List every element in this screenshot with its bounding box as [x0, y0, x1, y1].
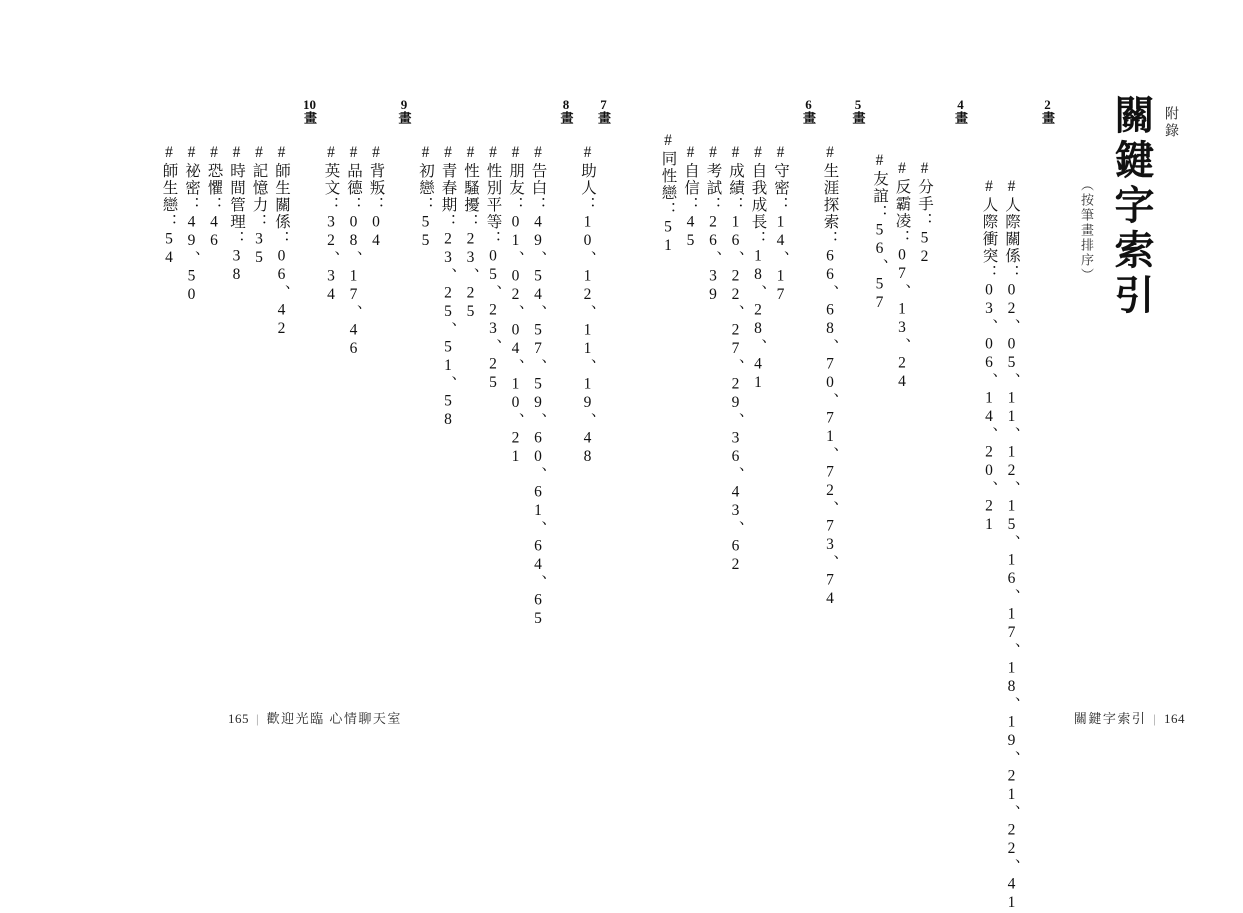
- index-entry: [274, 92, 290, 339]
- index-term: #自我成長：: [749, 144, 767, 248]
- index-refs: 23、25、51、58: [439, 230, 457, 430]
- index-entry: [251, 92, 267, 268]
- stroke-group-unit: 畫: [596, 111, 611, 125]
- index-entry: [660, 92, 676, 256]
- index-entry: [981, 92, 997, 535]
- index-entry: [184, 92, 200, 305]
- stroke-group-marker: [560, 92, 573, 125]
- index-columns-left: [58, 92, 610, 682]
- stroke-group-marker: [1041, 92, 1054, 125]
- index-term: #成績：: [727, 144, 744, 214]
- page-right: [621, 0, 1243, 913]
- stroke-group-unit: 畫: [953, 111, 968, 125]
- index-term: #守密：: [772, 144, 789, 214]
- index-entry: [822, 92, 838, 609]
- index-term: #初戀：: [417, 144, 434, 214]
- index-term: #助人：: [579, 144, 596, 214]
- stroke-group-unit: 畫: [801, 111, 816, 125]
- index-refs: 01、02、04、10、21: [507, 213, 524, 467]
- footer-divider: |: [256, 711, 260, 726]
- index-refs: 05、23、25: [484, 247, 502, 393]
- stroke-group-number: 9: [400, 98, 408, 111]
- index-term: #分手：: [916, 160, 933, 230]
- index-term: #恐懼：: [205, 144, 223, 214]
- stroke-group-marker: [597, 92, 610, 125]
- stroke-group-number: 6: [805, 98, 812, 111]
- index-term: #時間管理：: [228, 144, 245, 248]
- index-refs: 38: [228, 247, 245, 285]
- index-term: #生涯探索：: [821, 144, 839, 248]
- stroke-group-marker: [852, 92, 865, 125]
- index-refs: 52: [916, 229, 933, 267]
- index-entry: [346, 92, 362, 359]
- stroke-group-unit: 畫: [1040, 111, 1055, 125]
- index-refs: 46: [205, 213, 223, 251]
- index-term: #品德：: [345, 144, 362, 214]
- index-entry: [485, 92, 501, 393]
- index-refs: 23、25: [462, 230, 479, 322]
- index-refs: 32、34: [322, 213, 340, 305]
- stroke-group-number: 4: [957, 98, 964, 111]
- index-refs: 16、22、27、29、36、43、62: [727, 213, 744, 575]
- index-refs: 49、50: [183, 213, 200, 305]
- index-refs: 55: [417, 213, 434, 251]
- index-entry: [1004, 92, 1020, 913]
- index-refs: 56、57: [871, 221, 888, 313]
- index-term: #背叛：: [367, 144, 385, 214]
- index-entry: [161, 92, 177, 268]
- index-term: #英文：: [322, 144, 340, 214]
- index-term: #自信：: [682, 144, 699, 214]
- index-entry: [418, 92, 434, 251]
- page-subtitle: （按筆畫排序）: [1079, 178, 1094, 283]
- index-entry: [580, 92, 596, 467]
- stroke-group-number: 5: [854, 98, 862, 111]
- stroke-group-number: 7: [600, 98, 607, 111]
- index-entry: [728, 92, 744, 575]
- index-term: #友誼：: [871, 152, 888, 222]
- footer-page-number: 165: [228, 711, 249, 726]
- stroke-group-unit: 畫: [558, 111, 574, 125]
- index-refs: 35: [250, 230, 268, 268]
- index-entry: [508, 92, 524, 467]
- index-term: #性騷擾：: [462, 144, 479, 231]
- footer-book-title: 歡迎光臨 心情聊天室: [266, 711, 402, 726]
- index-term: #青春期：: [439, 144, 457, 231]
- footer-left: [228, 708, 402, 727]
- index-entry: [206, 92, 222, 251]
- appendix-kicker: 附錄: [1163, 106, 1178, 140]
- index-term: #記憶力：: [250, 144, 268, 231]
- footer-section-title: 關鍵字索引: [1073, 711, 1147, 726]
- index-term: #人際衝突：: [980, 178, 998, 282]
- index-term: #師生關係：: [273, 144, 290, 248]
- stroke-group-number: 10: [303, 98, 316, 111]
- index-entry: [872, 92, 888, 313]
- footer-page-number: 164: [1164, 711, 1185, 726]
- stroke-group-marker: [398, 92, 411, 125]
- index-refs: 54: [160, 230, 178, 268]
- index-entry: [894, 92, 910, 392]
- stroke-group-number: 8: [562, 98, 570, 111]
- index-term: #告白：: [529, 144, 547, 214]
- index-entry: [683, 92, 699, 251]
- index-entry: [229, 92, 245, 285]
- index-entry: [368, 92, 384, 251]
- stroke-group-marker: [303, 92, 316, 125]
- index-entry: [773, 92, 789, 305]
- index-refs: 03、06、14、20、21: [980, 281, 998, 535]
- index-term: #同性戀：: [659, 132, 677, 219]
- index-term: #朋友：: [507, 144, 524, 214]
- stroke-group-unit: 畫: [396, 111, 412, 125]
- index-refs: 04: [367, 213, 385, 251]
- index-term: #人際關係：: [1003, 178, 1020, 282]
- index-term: #祕密：: [183, 144, 200, 214]
- index-entry: [440, 92, 456, 430]
- index-refs: 06、42: [273, 247, 290, 339]
- index-entry: [917, 92, 933, 267]
- index-entry: [463, 92, 479, 322]
- index-refs: 51: [659, 218, 677, 256]
- index-refs: 18、28、41: [749, 247, 767, 393]
- index-term: #師生戀：: [160, 144, 178, 231]
- index-refs: 08、17、46: [345, 213, 362, 359]
- page-title: 關鍵字索引: [1109, 94, 1154, 319]
- index-refs: 49、54、57、59、60、61、64、65: [529, 213, 547, 629]
- index-refs: 02、05、11、12、15、16、17、18、19、21、22、41: [1003, 281, 1020, 913]
- footer-right: [1074, 708, 1185, 727]
- index-term: #考試：: [704, 144, 722, 214]
- index-entry: [323, 92, 339, 305]
- index-refs: 66、68、70、71、72、73、74: [821, 247, 839, 609]
- index-refs: 10、12、11、19、48: [579, 213, 596, 467]
- index-entry: [750, 92, 766, 393]
- index-entry: [705, 92, 721, 305]
- index-refs: 07、13、24: [893, 246, 911, 392]
- stroke-group-marker: [954, 92, 967, 125]
- footer-divider: |: [1153, 711, 1157, 726]
- stroke-group-marker: [802, 92, 815, 125]
- stroke-group-unit: 畫: [302, 111, 317, 125]
- page-left: [0, 0, 622, 803]
- stroke-group-unit: 畫: [850, 111, 866, 125]
- index-entry: [530, 92, 546, 629]
- index-refs: 26、39: [704, 213, 722, 305]
- index-refs: 14、17: [772, 213, 789, 305]
- index-term: #性別平等：: [484, 144, 502, 248]
- stroke-group-number: 2: [1044, 98, 1051, 111]
- index-refs: 45: [682, 213, 699, 251]
- index-term: #反霸凌：: [893, 160, 911, 247]
